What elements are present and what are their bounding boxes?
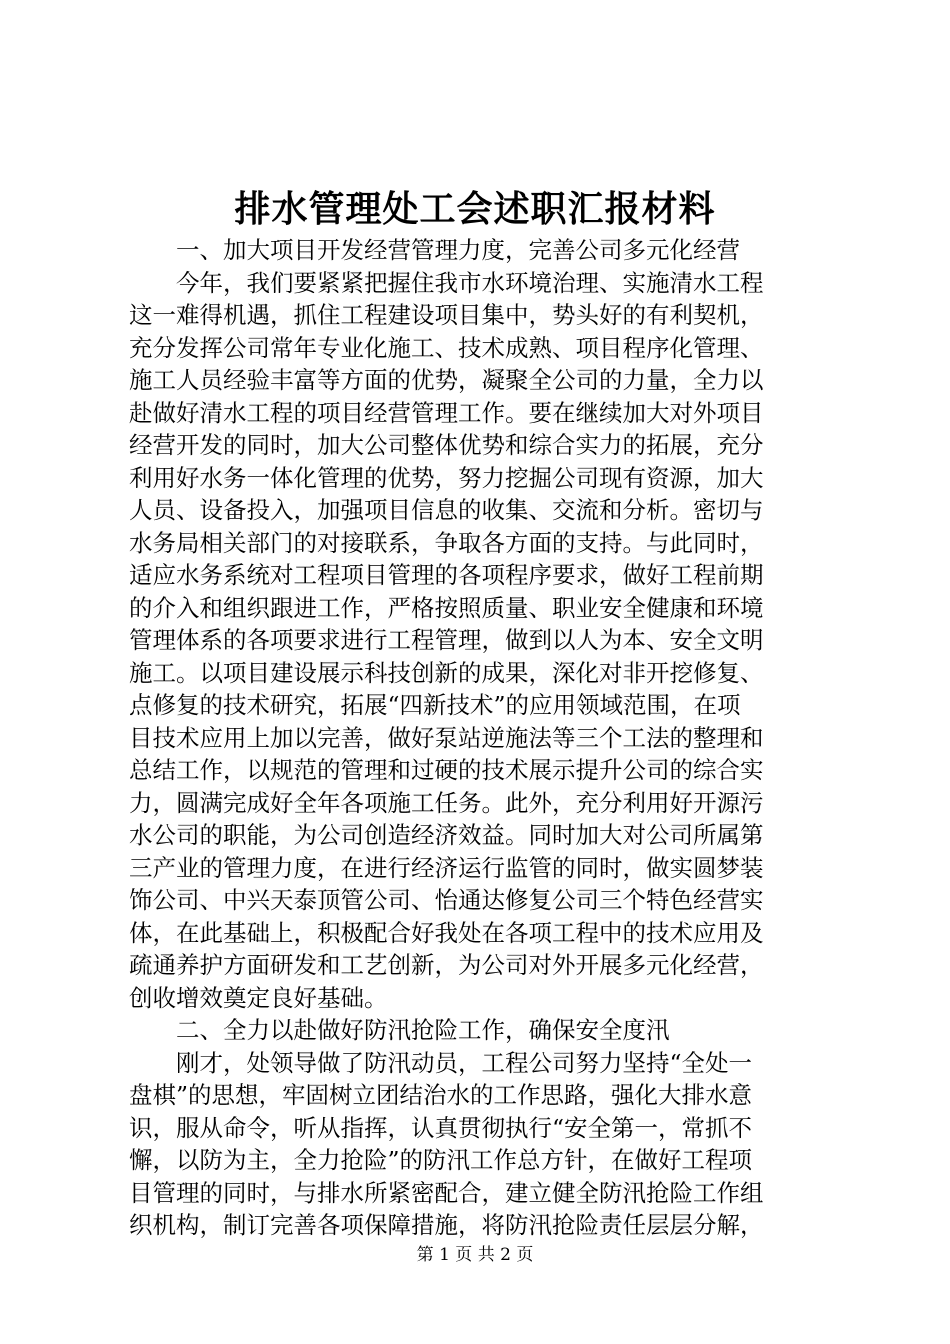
document-title: 排水管理处工会述职汇报材料	[234, 188, 716, 230]
paragraph-line: 适应水务系统对工程项目管理的各项程序要求，做好工程前期	[129, 561, 764, 589]
paragraph-line: 利用好水务一体化管理的优势，努力挖掘公司现有资源，加大	[129, 463, 764, 492]
section-heading-2: 二、全力以赴做好防汛抢险工作，确保安全度汛	[176, 1016, 670, 1044]
paragraph-line: 充分发挥公司常年专业化施工、技术成熟、项目程序化管理、	[129, 333, 764, 362]
paragraph-line: 施工人员经验丰富等方面的优势，凝聚全公司的力量，全力以	[129, 366, 764, 394]
paragraph-line: 目技术应用上加以完善，做好泵站逆施法等三个工法的整理和	[129, 723, 764, 752]
paragraph-line: 赴做好清水工程的项目经营管理工作。要在继续加大对外项目	[129, 398, 764, 427]
paragraph-line: 力，圆满完成好全年各项施工任务。此外，充分利用好开源污	[129, 788, 764, 817]
paragraph-line: 这一难得机遇，抓住工程建设项目集中，势头好的有利契机，	[129, 301, 764, 329]
paragraph-line: 经营开发的同时，加大公司整体优势和综合实力的拓展，充分	[129, 431, 764, 459]
paragraph-line: 懈，以防为主，全力抢险”的防汛工作总方针，在做好工程项	[129, 1146, 753, 1174]
paragraph-line: 盘棋”的思想，牢固树立团结治水的工作思路，强化大排水意	[129, 1081, 753, 1109]
paragraph-line: 饰公司、中兴天泰顶管公司、怡通达修复公司三个特色经营实	[129, 886, 764, 914]
paragraph-line: 刚才，处领导做了防汛动员，工程公司努力坚持“全处一	[176, 1048, 753, 1077]
paragraph-line: 管理体系的各项要求进行工程管理，做到以人为本、安全文明	[129, 626, 764, 654]
paragraph-line: 目管理的同时，与排水所紧密配合，建立健全防汛抢险工作组	[129, 1178, 764, 1207]
paragraph-line: 疏通养护方面研发和工艺创新，为公司对外开展多元化经营，	[129, 951, 764, 979]
paragraph-line: 识，服从命令，听从指挥，认真贯彻执行“安全第一，常抓不	[129, 1113, 753, 1142]
section-heading-1: 一、加大项目开发经营管理力度，完善公司多元化经营	[176, 236, 740, 264]
document-body	[129, 234, 829, 1242]
paragraph-line: 三产业的管理力度，在进行经济运行监管的同时，做实圆梦装	[129, 853, 764, 882]
paragraph-line: 人员、设备投入，加强项目信息的收集、交流和分析。密切与	[129, 496, 764, 524]
paragraph-line: 的介入和组织跟进工作，严格按照质量、职业安全健康和环境	[129, 593, 764, 622]
paragraph-line: 织机构，制订完善各项保障措施，将防汛抢险责任层层分解，	[129, 1211, 764, 1239]
paragraph-line: 创收增效奠定良好基础。	[129, 983, 388, 1012]
paragraph-line: 体，在此基础上，积极配合好我处在各项工程中的技术应用及	[129, 918, 764, 947]
paragraph-line: 水公司的职能，为公司创造经济效益。同时加大对公司所属第	[129, 821, 764, 849]
paragraph-line: 点修复的技术研究，拓展“四新技术”的应用领域范围，在项	[129, 691, 741, 719]
paragraph-line: 今年，我们要紧紧把握住我市水环境治理、实施清水工程	[176, 268, 764, 297]
paragraph-line: 总结工作，以规范的管理和过硬的技术展示提升公司的综合实	[129, 756, 764, 784]
paragraph-line: 施工。以项目建设展示科技创新的成果，深化对非开挖修复、	[129, 658, 764, 687]
paragraph-line: 水务局相关部门的对接联系，争取各方面的支持。与此同时，	[129, 528, 764, 557]
page-number-footer: 第 1 页 共 2 页	[416, 1245, 534, 1265]
